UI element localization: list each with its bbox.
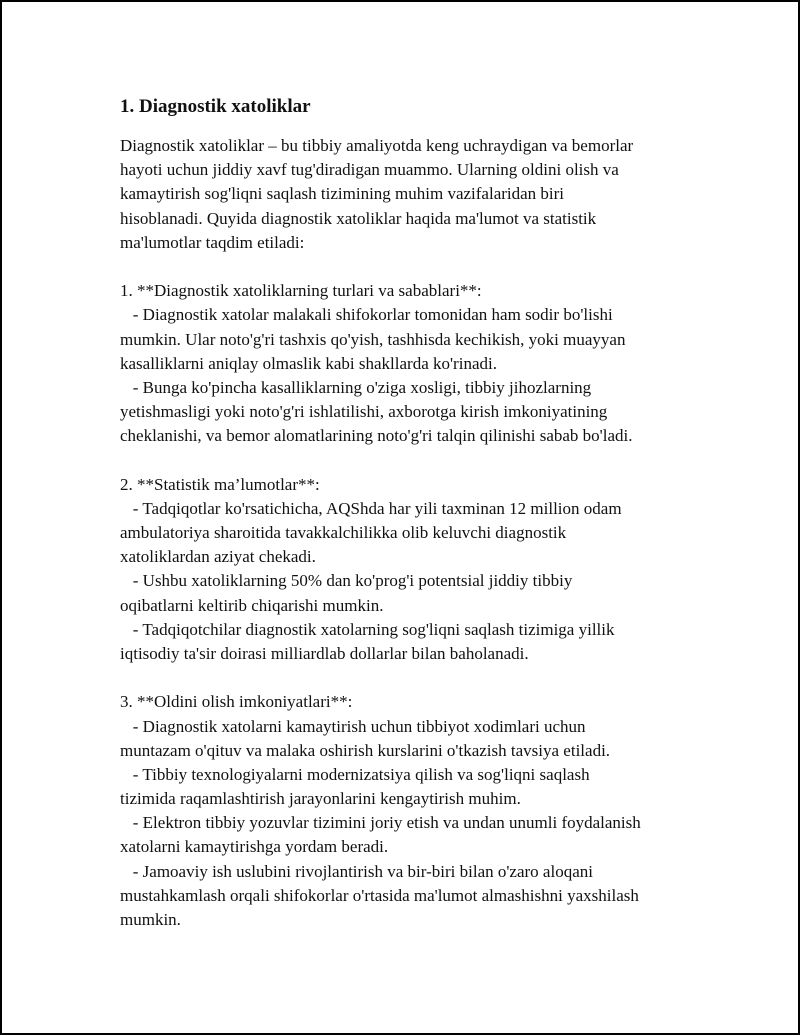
text-line: 1. **Diagnostik xatoliklarning turlari va sabablari**: bbox=[120, 281, 482, 301]
text-line: - Diagnostik xatolarni kamaytirish uchun tibbiyot xodimlari uchun bbox=[120, 716, 586, 736]
text-line: mumkin. bbox=[120, 910, 181, 929]
text-line: kamaytirish sog'liqni saqlash tizimining muhim vazifalaridan biri bbox=[120, 184, 565, 204]
document-title: 1. Diagnostik xatoliklar bbox=[120, 96, 311, 117]
text-line: - Ushbu xatoliklarning 50% dan ko'prog'i potentsial jiddiy tibbiy bbox=[120, 571, 573, 591]
text-line: oqibatlarni keltirib chiqarishi mumkin. bbox=[120, 595, 384, 615]
text-line: - Tibbiy texnologiyalarni modernizatsiya qilish va sog'liqni saqlash bbox=[120, 764, 590, 784]
text-line: - Diagnostik xatolar malakali shifokorlar tomonidan ham sodir bo'lishi bbox=[120, 305, 613, 325]
text-line: tizimida raqamlashtirish jarayonlarini kengaytirish muhim. bbox=[120, 789, 521, 809]
text-line: - Bunga ko'pincha kasalliklarning o'ziga xosligi, tibbiy jihozlarning bbox=[120, 377, 592, 397]
text-line: hayoti uchun jiddiy xavf tug'diradigan muammo. Ularning oldini olish va bbox=[120, 160, 619, 180]
blank-line bbox=[120, 255, 720, 279]
text-line: 3. **Oldini olish imkoniyatlari**: bbox=[120, 692, 353, 712]
document-body bbox=[120, 134, 720, 932]
text-line: yetishmasligi yoki noto'g'ri ishlatilishi, axborotga kirish imkoniyatining bbox=[120, 402, 608, 422]
text-line: - Jamoaviy ish uslubini rivojlantirish va bir-biri bilan o'zaro aloqani bbox=[120, 861, 593, 881]
text-line: mustahkamlash orqali shifokorlar o'rtasida ma'lumot almashishni yaxshilash bbox=[120, 885, 639, 905]
document-content bbox=[120, 95, 720, 932]
text-line: 2. **Statistik ma’lumotlar**: bbox=[120, 474, 320, 494]
text-line: cheklanishi, va bemor alomatlarining noto'g'ri talqin qilinishi sabab bo'ladi. bbox=[120, 426, 633, 446]
text-line: xatoliklardan aziyat chekadi. bbox=[120, 547, 316, 567]
text-line: ma'lumotlar taqdim etiladi: bbox=[120, 232, 305, 252]
text-line: iqtisodiy ta'sir doirasi milliardlab dollarlar bilan baholanadi. bbox=[120, 643, 529, 663]
text-line: - Tadqiqotchilar diagnostik xatolarning sog'liqni saqlash tizimiga yillik bbox=[120, 619, 615, 639]
text-line: - Elektron tibbiy yozuvlar tizimini joriy etish va undan unumli foydalanish bbox=[120, 813, 641, 833]
text-line: xatolarni kamaytirishga yordam beradi. bbox=[120, 837, 389, 857]
text-line: mumkin. Ular noto'g'ri tashxis qo'yish, tashhisda kechikish, yoki muayyan bbox=[120, 329, 626, 349]
blank-line bbox=[120, 666, 720, 690]
text-line: - Tadqiqotlar ko'rsatichicha, AQShda har yili taxminan 12 million odam bbox=[120, 498, 622, 518]
text-line: hisoblanadi. Quyida diagnostik xatoliklar haqida ma'lumot va statistik bbox=[120, 208, 597, 228]
text-line: Diagnostik xatoliklar – bu tibbiy amaliyotda keng uchraydigan va bemorlar bbox=[120, 136, 634, 155]
text-line: ambulatoriya sharoitida tavakkalchilikka olib keluvchi diagnostik bbox=[120, 523, 567, 542]
blank-line bbox=[120, 448, 720, 472]
text-line: kasalliklarni aniqlay olmaslik kabi shakllarda ko'rinadi. bbox=[120, 353, 497, 373]
text-line: muntazam o'qituv va malaka oshirish kurslarini o'tkazish tavsiya etiladi. bbox=[120, 740, 611, 760]
